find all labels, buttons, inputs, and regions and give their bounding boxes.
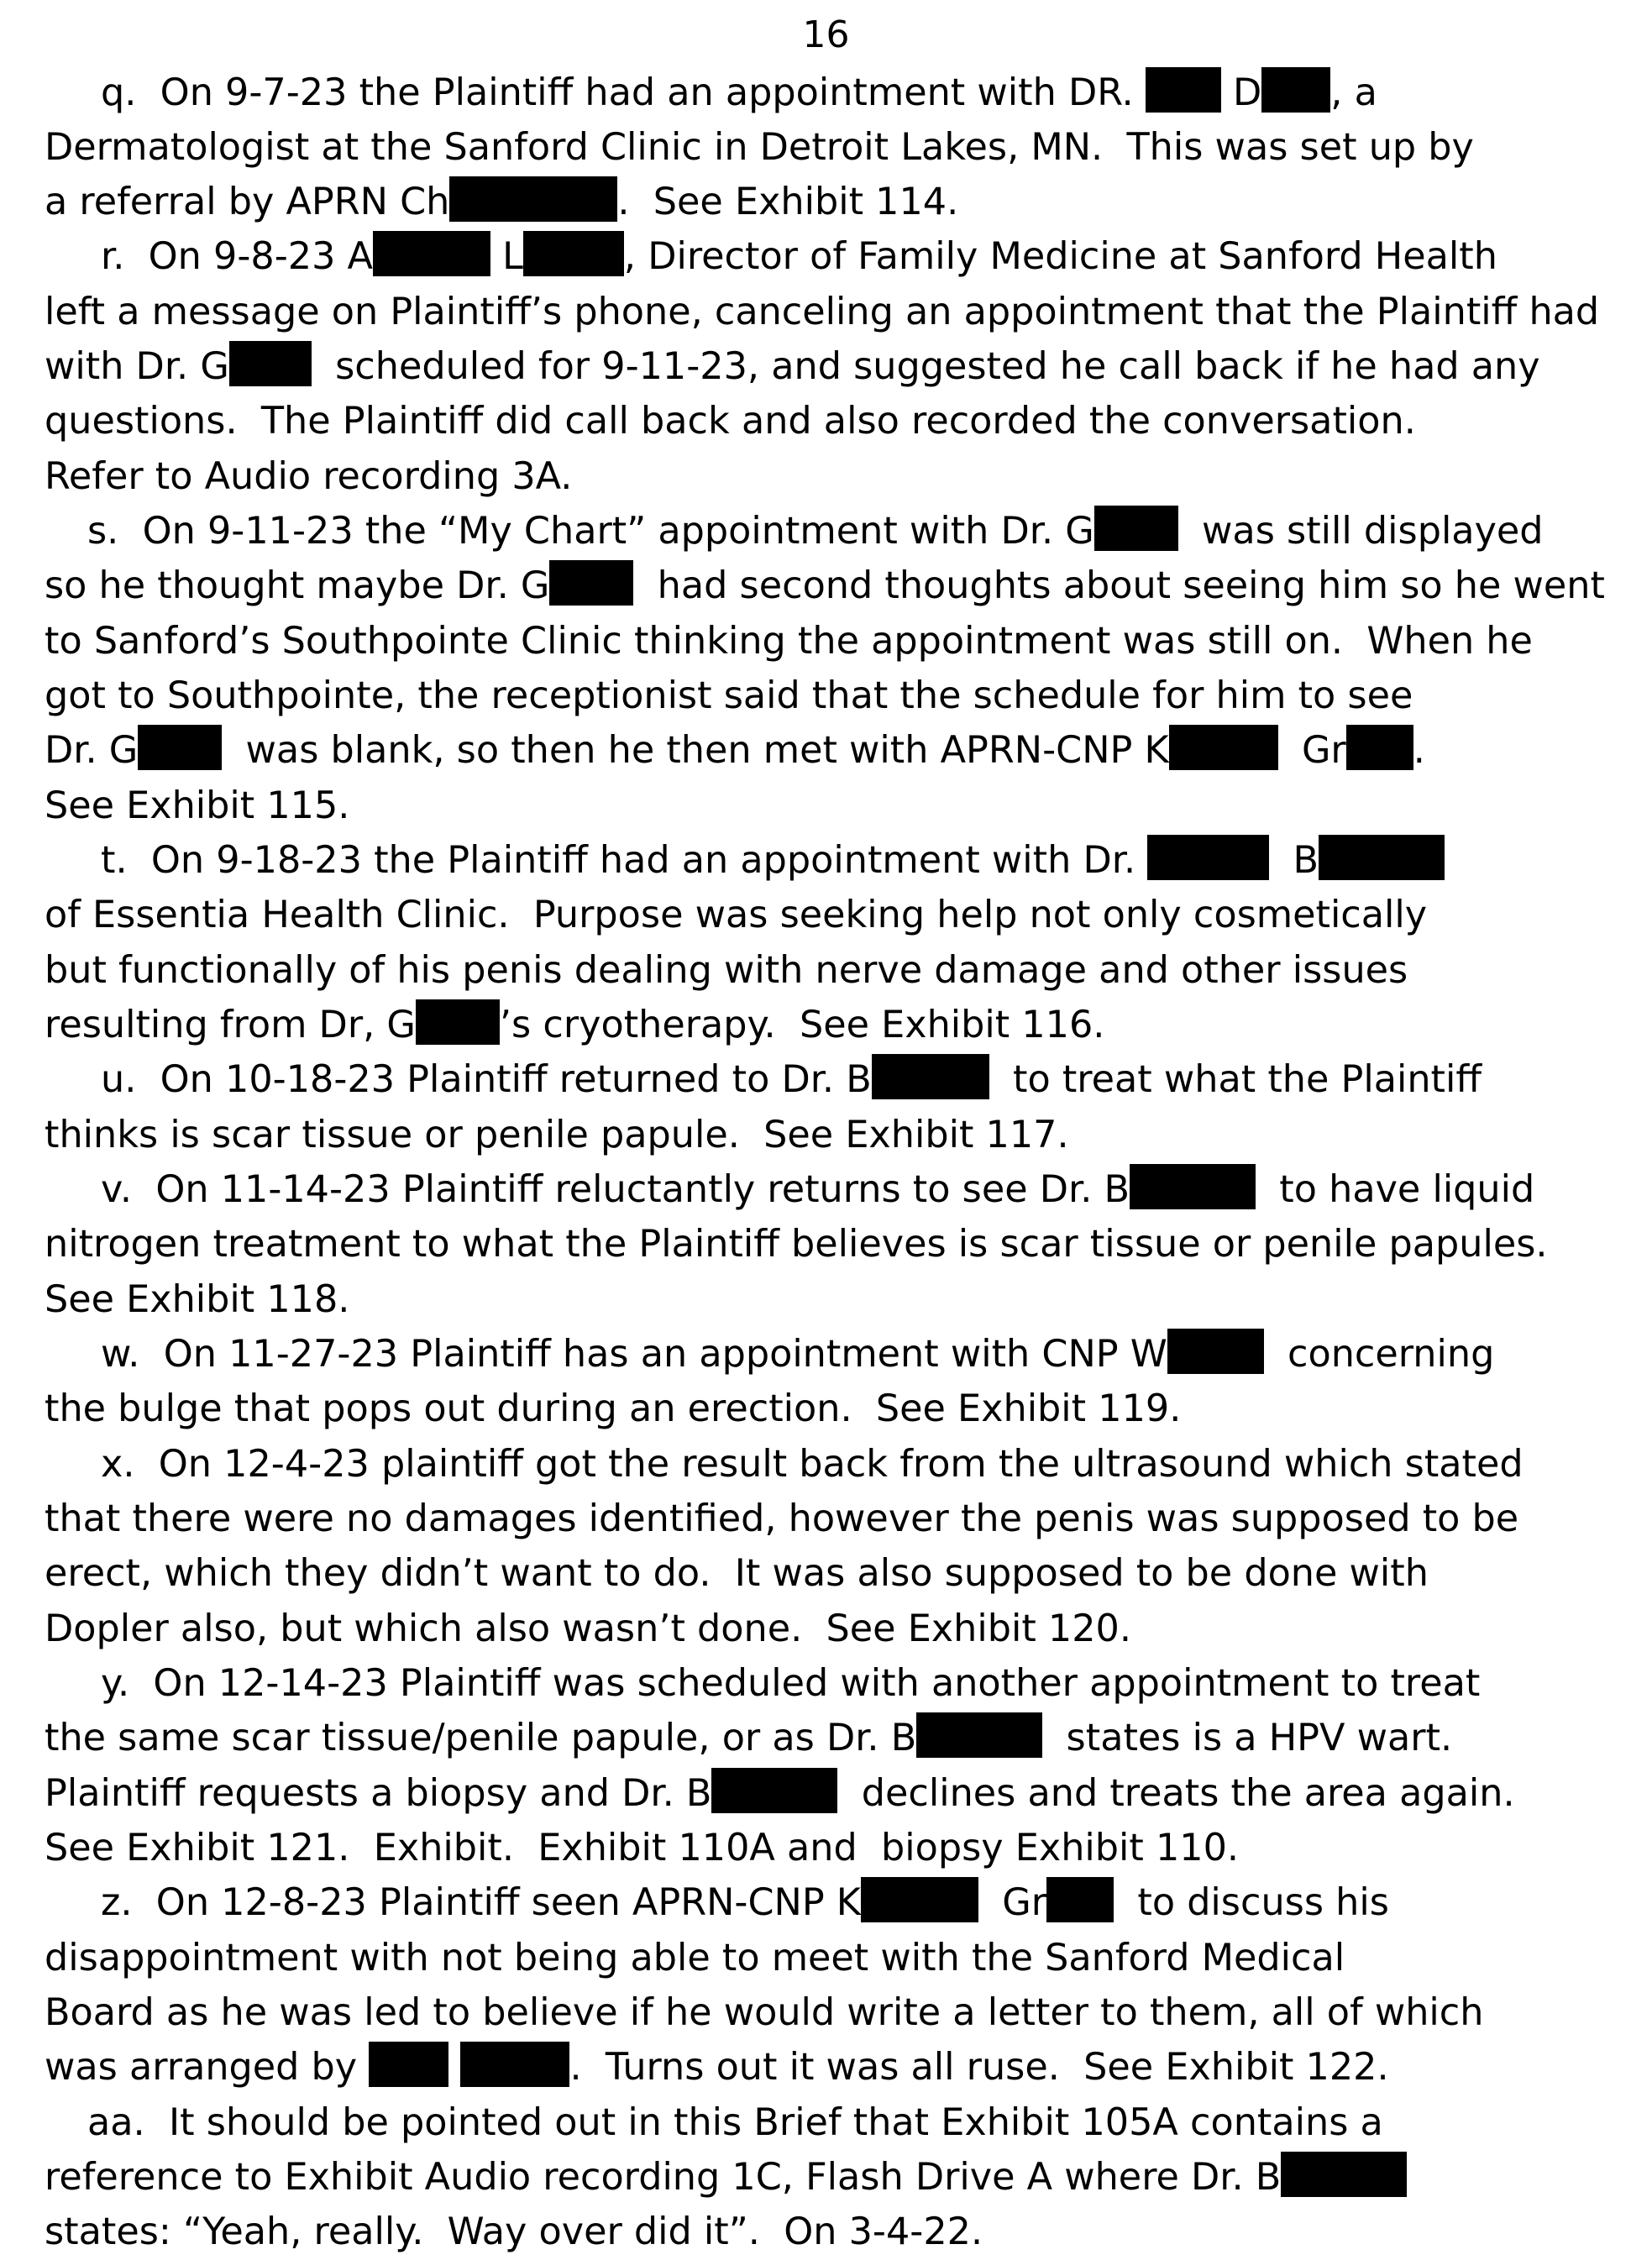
- text-segment: . Turns out it was all ruse. See Exhibit 122.: [569, 2046, 1389, 2089]
- text-segment: z. On 12-8-23 Plaintiff seen APRN-CNP K: [101, 1881, 861, 1924]
- paragraph-aa-line: [45, 2205, 983, 2260]
- paragraph-u-line: [101, 1052, 1482, 1108]
- paragraph-t-line: [101, 833, 1445, 889]
- text-segment: q. On 9-7-23 the Plaintiff had an appointment with DR.: [101, 71, 1146, 114]
- text-segment: v. On 11-14-23 Plaintiff reluctantly returns to see Dr. B: [101, 1168, 1130, 1211]
- paragraph-x-line: [45, 1602, 1131, 1657]
- redaction-box: [1046, 1877, 1114, 1922]
- redaction-box: [549, 560, 633, 606]
- paragraph-r-line: [45, 449, 572, 505]
- text-segment: ’s cryotherapy. See Exhibit 116.: [499, 1004, 1105, 1046]
- text-segment: x. On 12-4-23 plaintiff got the result back from the ultrasound which stated: [101, 1443, 1524, 1486]
- text-segment: Dopler also, but which also wasn’t done. See Exhibit 120.: [45, 1607, 1131, 1650]
- text-segment: to have liquid: [1256, 1168, 1535, 1211]
- redaction-box: [449, 176, 617, 222]
- text-segment: was arranged by: [45, 2046, 370, 2089]
- redaction-box: [1094, 506, 1178, 551]
- text-segment: to Sanford’s Southpointe Clinic thinking the appointment was still on. When he: [45, 620, 1533, 663]
- text-segment: the same scar tissue/penile papule, or as Dr. B: [45, 1717, 917, 1759]
- redaction-box: [373, 231, 490, 276]
- text-segment: concerning: [1263, 1333, 1495, 1376]
- text-segment: was still displayed: [1177, 510, 1544, 553]
- text-segment: Dermatologist at the Sanford Clinic in Detroit Lakes, MN. This was set up by: [45, 126, 1474, 169]
- redaction-box: [1130, 1164, 1256, 1209]
- redaction-box: [416, 999, 500, 1045]
- text-segment: states is a HPV wart.: [1042, 1717, 1453, 1759]
- paragraph-x-line: [45, 1492, 1518, 1547]
- paragraph-v-line: [45, 1217, 1548, 1272]
- paragraph-z-line: [45, 1931, 1345, 1986]
- paragraph-r-line: [101, 229, 1497, 285]
- text-segment: L: [490, 235, 523, 278]
- paragraph-aa-line: [45, 2150, 1407, 2205]
- text-segment: with Dr. G: [45, 345, 229, 388]
- redaction-box: [1169, 725, 1278, 770]
- text-segment: Gr: [1277, 729, 1346, 772]
- text-segment: to discuss his: [1114, 1881, 1389, 1924]
- text-segment: , Director of Family Medicine at Sanford Health: [623, 235, 1497, 278]
- paragraph-s-line: [45, 669, 1413, 724]
- redaction-box: [460, 2042, 569, 2087]
- text-segment: Refer to Audio recording 3A.: [45, 455, 573, 498]
- paragraph-y-line: [45, 1711, 1452, 1766]
- text-segment: resulting from Dr, G: [45, 1004, 416, 1046]
- paragraph-s-line: [45, 779, 349, 834]
- paragraph-s-line: [45, 558, 1605, 614]
- paragraph-v-line: [45, 1272, 349, 1328]
- text-segment: Board as he was led to believe if he would write a letter to them, all of which: [45, 1991, 1484, 2034]
- paragraph-t-line: [45, 998, 1104, 1053]
- paragraph-aa-line: [87, 2095, 1383, 2151]
- text-segment: [448, 2046, 460, 2089]
- paragraph-q-line: [45, 175, 958, 230]
- paragraph-s-line: [45, 614, 1533, 669]
- text-segment: a referral by APRN Ch: [45, 181, 450, 223]
- text-segment: .: [1413, 729, 1425, 772]
- text-segment: t. On 9-18-23 the Plaintiff had an appointment with Dr.: [101, 839, 1148, 882]
- paragraph-y-line: [101, 1656, 1480, 1712]
- paragraph-r-line: [45, 285, 1599, 340]
- text-segment: . See Exhibit 114.: [617, 181, 959, 223]
- text-segment: scheduled for 9-11-23, and suggested he call back if he had any: [311, 345, 1540, 388]
- paragraph-z-line: [101, 1875, 1389, 1931]
- redaction-box: [523, 231, 624, 276]
- paragraph-s-line: [45, 723, 1425, 779]
- text-segment: B: [1269, 839, 1319, 882]
- text-segment: Plaintiff requests a biopsy and Dr. B: [45, 1772, 712, 1815]
- paragraph-q-line: [101, 66, 1377, 121]
- text-segment: reference to Exhibit Audio recording 1C, Flash Drive A where Dr. B: [45, 2156, 1282, 2199]
- redaction-box: [872, 1054, 989, 1099]
- paragraph-r-line: [45, 339, 1540, 395]
- text-segment: y. On 12-14-23 Plaintiff was scheduled with another appointment to treat: [101, 1662, 1481, 1705]
- text-segment: r. On 9-8-23 A: [101, 235, 373, 278]
- paragraph-y-line: [45, 1766, 1515, 1822]
- text-segment: nitrogen treatment to what the Plaintiff believes is scar tissue or penile papules.: [45, 1223, 1548, 1266]
- text-segment: the bulge that pops out during an erection. See Exhibit 119.: [45, 1387, 1182, 1430]
- text-segment: had second thoughts about seeing him so he went: [633, 564, 1605, 607]
- text-segment: aa. It should be pointed out in this Brief that Exhibit 105A contains a: [87, 2101, 1383, 2144]
- text-segment: declines and treats the area again.: [837, 1772, 1515, 1815]
- redaction-box: [1319, 835, 1445, 880]
- text-segment: See Exhibit 115.: [45, 784, 350, 827]
- text-segment: to treat what the Plaintiff: [989, 1058, 1482, 1101]
- text-segment: erect, which they didn’t want to do. It was also supposed to be done with: [45, 1552, 1429, 1595]
- text-segment: questions. The Plaintiff did call back and also recorded the conversation.: [45, 400, 1416, 443]
- paragraph-t-line: [45, 943, 1408, 999]
- text-segment: got to Southpointe, the receptionist said that the schedule for him to see: [45, 674, 1413, 717]
- text-segment: See Exhibit 121. Exhibit. Exhibit 110A and biopsy Exhibit 110.: [45, 1827, 1240, 1869]
- text-segment: D: [1220, 71, 1262, 114]
- paragraph-t-line: [45, 888, 1427, 943]
- paragraph-u-line: [45, 1108, 1069, 1163]
- redaction-box: [369, 2042, 448, 2087]
- paragraph-v-line: [101, 1162, 1534, 1218]
- text-segment: but functionally of his penis dealing with nerve damage and other issues: [45, 949, 1408, 992]
- paragraph-x-line: [45, 1546, 1429, 1602]
- paragraph-q-line: [45, 120, 1474, 176]
- text-segment: w. On 11-27-23 Plaintiff has an appointment with CNP W: [101, 1333, 1167, 1376]
- redaction-box: [1147, 835, 1269, 880]
- redaction-box: [711, 1768, 837, 1813]
- paragraph-w-line: [101, 1327, 1494, 1382]
- redaction-box: [1261, 67, 1330, 113]
- redaction-box: [1281, 2152, 1407, 2197]
- text-segment: Dr. G: [45, 729, 139, 772]
- text-segment: so he thought maybe Dr. G: [45, 564, 550, 607]
- text-segment: left a message on Plaintiff’s phone, canceling an appointment that the Plaintiff had: [45, 291, 1600, 333]
- redaction-box: [1146, 67, 1221, 113]
- paragraph-x-line: [101, 1437, 1524, 1492]
- text-segment: s. On 9-11-23 the “My Chart” appointment with Dr. G: [87, 510, 1094, 553]
- text-segment: that there were no damages identified, however the penis was supposed to be: [45, 1497, 1519, 1540]
- paragraph-z-line: [45, 2040, 1389, 2095]
- page-number: 16: [802, 13, 850, 56]
- redaction-box: [1167, 1329, 1264, 1374]
- text-segment: , a: [1330, 71, 1377, 114]
- paragraph-s-line: [87, 504, 1544, 559]
- paragraph-y-line: [45, 1821, 1239, 1876]
- text-segment: Gr: [978, 1881, 1047, 1924]
- text-segment: of Essentia Health Clinic. Purpose was seeking help not only cosmetically: [45, 894, 1428, 936]
- redaction-box: [1346, 725, 1413, 770]
- text-segment: states: “Yeah, really. Way over did it”. On 3-4-22.: [45, 2210, 983, 2253]
- text-segment: was blank, so then he then met with APRN-CNP K: [222, 729, 1169, 772]
- paragraph-z-line: [45, 1985, 1483, 2041]
- text-segment: disappointment with not being able to meet with the Sanford Medical: [45, 1937, 1345, 1979]
- redaction-box: [138, 725, 222, 770]
- text-segment: See Exhibit 118.: [45, 1278, 350, 1321]
- text-segment: u. On 10-18-23 Plaintiff returned to Dr. B: [101, 1058, 872, 1101]
- redaction-box: [229, 341, 312, 386]
- redaction-box: [916, 1712, 1042, 1758]
- paragraph-w-line: [45, 1382, 1181, 1437]
- redaction-box: [861, 1877, 978, 1922]
- paragraph-r-line: [45, 394, 1416, 449]
- text-segment: thinks is scar tissue or penile papule. See Exhibit 117.: [45, 1114, 1069, 1156]
